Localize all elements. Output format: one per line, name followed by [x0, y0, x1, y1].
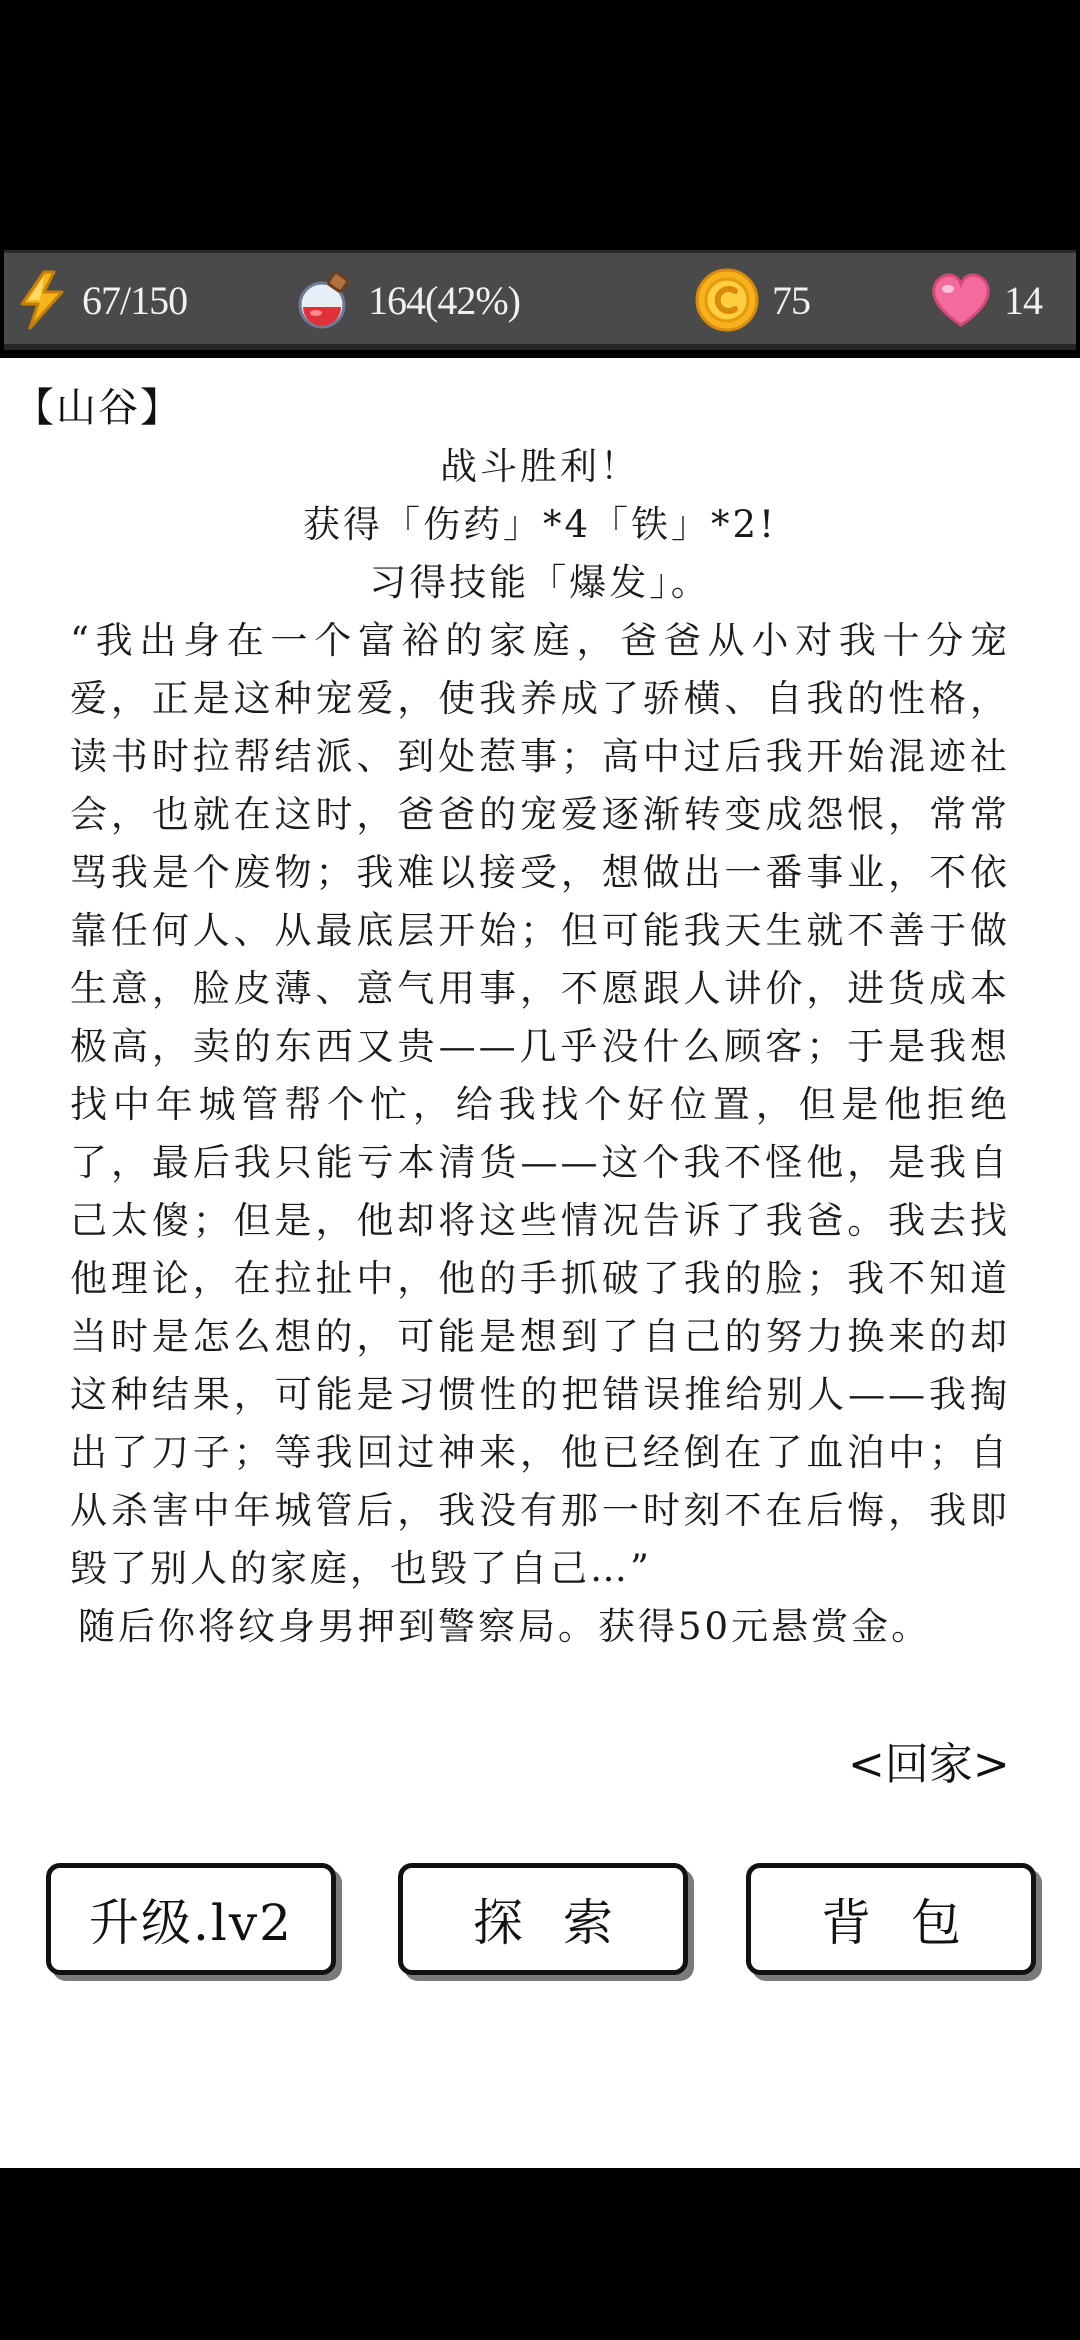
potion-stat: [294, 253, 520, 347]
coin-value: 75: [772, 277, 810, 323]
return-home-link[interactable]: <回家>: [842, 1728, 1016, 1792]
heart-value: 14: [1004, 277, 1042, 323]
battle-result-line: 战斗胜利！: [440, 445, 640, 488]
loot-line: 获得「伤药」*4「铁」*2!: [303, 503, 777, 546]
potion-value: 164(42%): [368, 277, 520, 323]
lightning-icon: [14, 270, 70, 330]
heart-icon: [930, 271, 992, 329]
location-label: 【山谷】: [14, 385, 182, 431]
energy-value: 67/150: [82, 277, 188, 323]
bottom-bar: [0, 2170, 1080, 2340]
potion-icon: [294, 269, 356, 331]
story-paragraph: “我出身在一个富裕的家庭，爸爸从小对我十分宠爱，正是这种宠爱，使我养成了骄横、自我的性格，读书时拉帮结派、到处惹事；高中过后我开始混迹社会，也就在这时，爸爸的宠爱逐渐转变成怨恨，常常骂我是个废物；我难以接受，想做出一番事业，不依靠任何人、从最底层开始；但可能我天生就不善于做生意，脸皮薄、意气用事，不愿跟人讲价，进货成本极高，卖的东西又贵——几乎没什么顾客；于是我想找中年城管帮个忙，给我找个好位置，但是他拒绝了，最后我只能亏本清货——这个我不怪他，是我自己太傻；但是，他却将这些情况告诉了我爸。我去找他理论，在拉扯中，他的手抓破了我的脸；我不知道当时是怎么想的，可能是想到了自己的努力换来的却这种结果，可能是习惯性的把错误推给别人——我掏出了刀子；等我回过神来，他已经倒在了血泊中；自从杀害中年城管后，我没有那一时刻不在后悔，我即毁了别人的家庭，也毁了自己…”: [70, 619, 1010, 1590]
coin-icon: [694, 267, 760, 333]
skill-line: 习得技能「爆发」。: [369, 561, 711, 604]
reward-line: 随后你将纹身男押到警察局。获得50元悬赏金。: [78, 1605, 932, 1648]
energy-stat: [14, 253, 187, 347]
status-bar: [4, 250, 1076, 350]
heart-stat: [930, 253, 1042, 347]
upgrade-button[interactable]: 升级.lv2: [46, 1863, 336, 1975]
story-text: [70, 438, 1010, 1656]
coin-stat: [694, 253, 810, 347]
story-panel: [0, 358, 1080, 2168]
bag-button[interactable]: 背包: [746, 1863, 1036, 1975]
explore-button[interactable]: 探索: [398, 1863, 688, 1975]
